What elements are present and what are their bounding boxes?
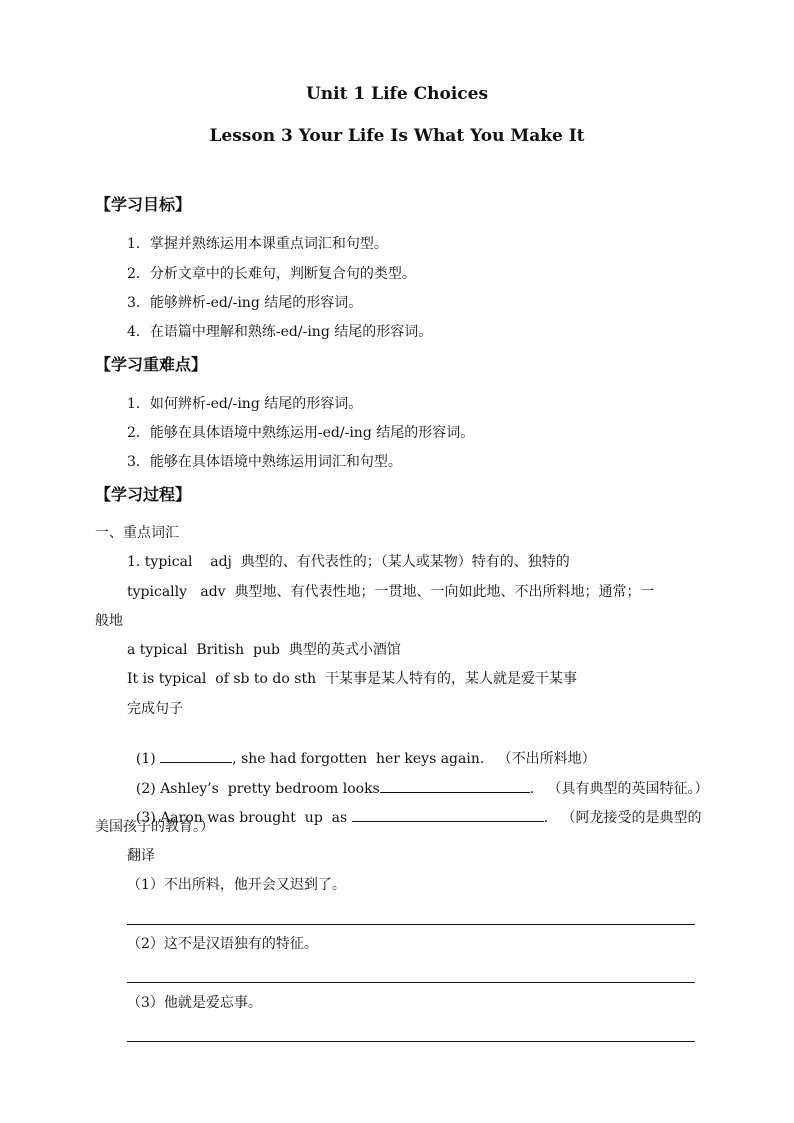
translate-item: （1）不出所料，他开会又迟到了。 — [127, 877, 346, 893]
translate-item: （2）这不是汉语独有的特征。 — [127, 936, 318, 952]
lesson-title: Lesson 3 Your Life Is What You Make It — [209, 126, 585, 146]
sentence-text: (3) Aaron was brought up as — [135, 810, 352, 826]
exercise-sentence-3-cont: 美国孩子的教育。） — [95, 819, 214, 835]
vocab-entry-typically-cont: 般地 — [95, 613, 123, 629]
objective-item: 4．在语篇中理解和熟练-ed/-ing 结尾的形容词。 — [127, 324, 433, 340]
answer-line[interactable] — [127, 982, 695, 983]
keypoint-item: 1．如何辨析-ed/-ing 结尾的形容词。 — [127, 396, 363, 412]
answer-line[interactable] — [127, 1041, 695, 1042]
sentence-text: , she had forgotten her keys again. （不出所料地） — [232, 751, 596, 767]
vocab-entry-typical: 1. typical adj 典型的、有代表性的；（某人或某物）特有的、独特的 — [127, 554, 570, 570]
unit-title: Unit 1 Life Choices — [305, 84, 489, 104]
sentence-text: . （阿龙接受的是典型的 — [543, 810, 702, 826]
sentence-text: (1) — [135, 751, 161, 767]
vocab-example: It is typical of sb to do sth 干某事是某人特有的，某人就是爱干某事 — [127, 671, 577, 687]
complete-label: 完成句子 — [127, 701, 183, 717]
answer-line[interactable] — [127, 924, 695, 925]
vocab-example: a typical British pub 典型的英式小酒馆 — [127, 642, 401, 658]
sentence-text: (2) Ashley’s pretty bedroom looks — [135, 781, 380, 797]
keypoints-heading: 【学习重难点】 — [95, 355, 208, 374]
vocab-entry-typically: typically adv 典型地、有代表性地；一贯地、一向如此地、不出所料地；通常；一 — [127, 584, 655, 600]
objective-item: 2．分析文章中的长难句，判断复合句的类型。 — [127, 266, 416, 282]
objectives-heading: 【学习目标】 — [95, 195, 192, 214]
keypoint-item: 3．能够在具体语境中熟练运用词汇和句型。 — [127, 454, 402, 470]
answer-blank[interactable] — [352, 807, 544, 822]
sentence-text: . （具有典型的英国特征。） — [529, 781, 709, 797]
section-title: 一、重点词汇 — [95, 525, 179, 541]
objective-item: 3．能够辨析-ed/-ing 结尾的形容词。 — [127, 295, 363, 311]
translate-label: 翻译 — [127, 848, 155, 864]
keypoint-item: 2．能够在具体语境中熟练运用-ed/-ing 结尾的形容词。 — [127, 425, 475, 441]
translate-item: （3）他就是爱忘事。 — [127, 995, 262, 1011]
process-heading: 【学习过程】 — [95, 485, 192, 504]
objective-item: 1．掌握并熟练运用本课重点词汇和句型。 — [127, 236, 388, 252]
